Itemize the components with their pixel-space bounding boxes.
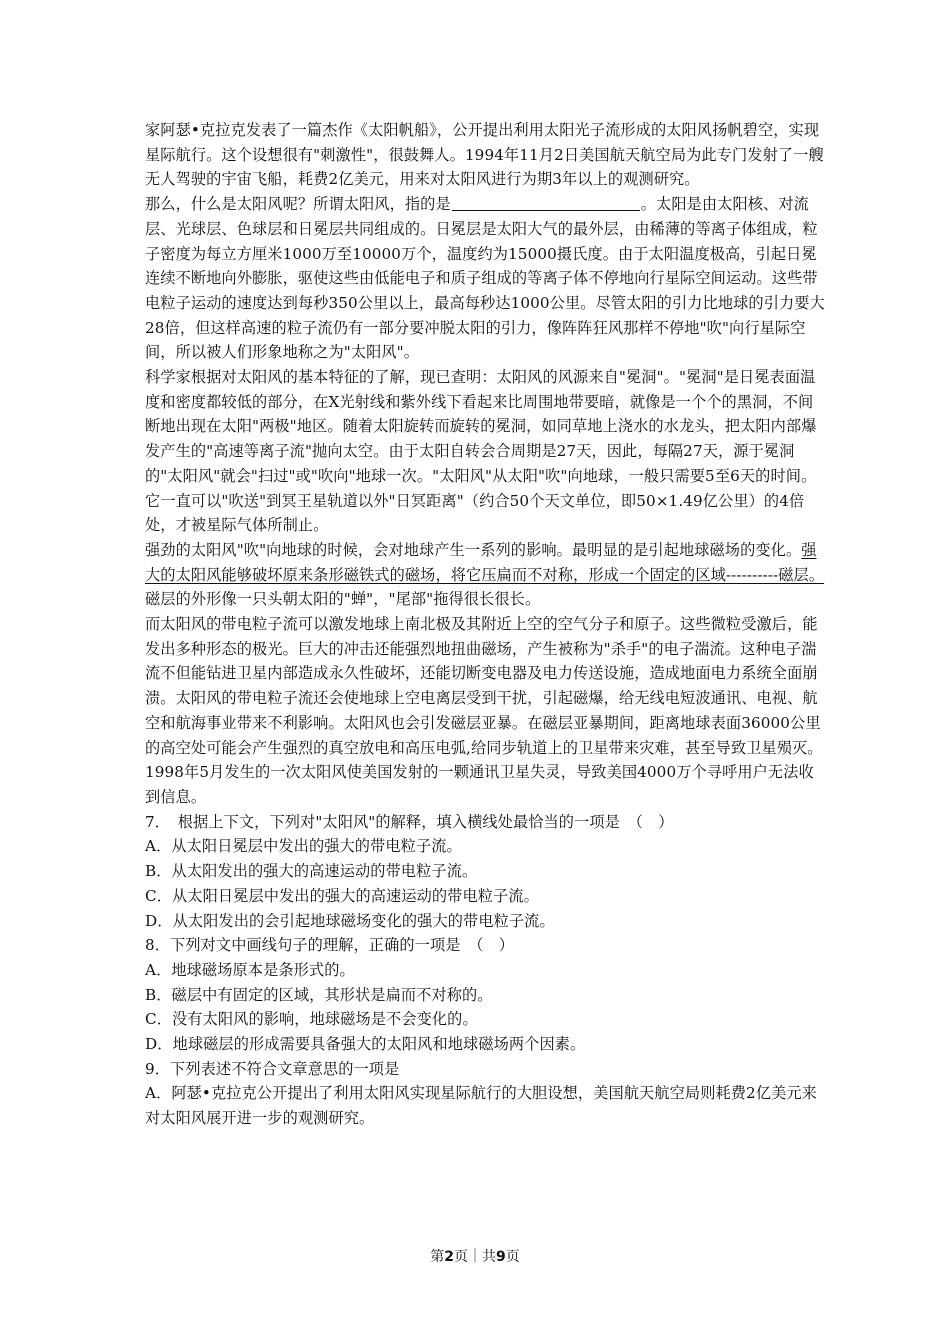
paragraph-4 (145, 538, 825, 612)
question-8-stem: 8．下列对文中画线句子的理解，正确的一项是 （ ） (145, 936, 515, 955)
document-body (145, 118, 825, 1131)
question-7-option-a: A．从太阳日冕层中发出的强大的带电粒子流。 (145, 837, 462, 856)
paragraph-1: 家阿瑟•克拉克发表了一篇杰作《太阳帆船》，公开提出利用太阳光子流形成的太阳风扬帆碧空，实现星际航行。这个设想很有"刺激性"，很鼓舞人。1994年11月2日美国航天航空局为此专门发射了一艘无人驾驶的宇宙飞船，耗费2亿美元，用来对太阳风进行为期3年以上的观测研究。 (145, 121, 824, 189)
paragraph-4-after: 磁层的外形像一只头朝太阳的"蝉"，"尾部"拖得很长很长。 (145, 590, 541, 609)
paragraph-3: 科学家根据对太阳风的基本特征的了解，现已查明：太阳风的风源来自"冕洞"。"冕洞"是日冕表面温度和密度都较低的部分，在X光射线和紫外线下看起来比周围地带要暗，就像是一个个的黑洞，不间断地出现在太阳"两极"地区。随着太阳旋转而旋转的冕洞，如同草地上浇水的水龙头，把太阳内部爆发产生的"高速等离子流"抛向太空。由于太阳自转会合周期是27天，因此，每隔27天，源于冕洞的"太阳风"就会"扫过"或"吹向"地球一次。"太阳风"从太阳"吹"向地球，一般只需要5至6天的时间。它一直可以"吹送"到冥王星轨道以外"日冥距离"（约合50个天文单位，即50×1.49亿公里）的4倍处，才被星际气体所制止。 (145, 368, 817, 535)
page-footer (0, 1246, 950, 1266)
question-7-option-c: C．从太阳日冕层中发出的强大的高速运动的带电粒子流。 (145, 886, 539, 905)
question-9-stem: 9．下列表述不符合文章意思的一项是 (145, 1059, 400, 1078)
paragraph-5: 而太阳风的带电粒子流可以激发地球上南北极及其附近上空的空气分子和原子。这些微粒受激后，能发出多种形态的极光。巨大的冲击还能强烈地扭曲磁场，产生被称为"杀手"的电子湍流。这种电子湍流不但能钻进卫星内部造成永久性破坏，还能切断变电器及电力传送设施，造成地面电力系统全面崩溃。太阳风的带电粒子流还会使地球上空电离层受到干扰，引起磁爆，给无线电短波通讯、电视、航空和航海事业带来不利影响。太阳风也会引发磁层亚暴。在磁层亚暴期间，距离地球表面36000公里的高空处可能会产生强烈的真空放电和高压电弧,给同步轨道上的卫星带来灾难，甚至导致卫星殒灭。1998年5月发生的一次太阳风使美国发射的一颗通讯卫星失灵，导致美国4000万个寻呼用户无法收到信息。 (145, 615, 823, 806)
question-8-option-a: A．地球磁场原本是条形式的。 (145, 960, 355, 979)
paragraph-2-after: 。太阳是由太阳核、对流层、光球层、色球层和日冕层共同组成的。日冕层是太阳大气的最外层，由稀薄的等离子体组成，粒子密度为每立方厘米1000万至10000万个，温度约为15000摄氏度。由于太阳温度极高，引起日冕连续不断地向外膨胀，驱使这些由低能电子和质子组成的等离子体不停地向行星际空间运动。这些带电粒子运动的速度达到每秒350公里以上，最高每秒达1000公里。尽管太阳的引力比地球的引力要大28倍，但这样高速的粒子流仍有一部分要冲脱太阳的引力，像阵阵狂风那样不停地"吹"向行星际空间，所以被人们形象地称之为"太阳风"。 (145, 195, 825, 362)
question-8-option-d: D．地球磁层的形成需要具备强大的太阳风和地球磁场两个因素。 (145, 1035, 586, 1054)
question-9-option-a: A．阿瑟•克拉克公开提出了利用太阳风实现星际航行的大胆设想，美国航天航空局则耗费2亿美元来对太阳风展开进一步的观测研究。 (145, 1084, 817, 1128)
question-7-stem: 7． 根据上下文，下列对"太阳风"的解释，填入横线处最恰当的一项是 （ ） (145, 812, 674, 831)
footer-suffix: 页 (505, 1249, 520, 1265)
question-7-option-b: B．从太阳发出的强大的高速运动的带电粒子流。 (145, 862, 478, 881)
paragraph-2 (145, 192, 825, 365)
question-8-option-b: B．磁层中有固定的区域，其形状是扁而不对称的。 (145, 985, 493, 1004)
footer-page-number: 2 (444, 1249, 454, 1265)
footer-middle: 页｜共 (454, 1249, 496, 1265)
paragraph-2-before: 那么，什么是太阳风呢？所谓太阳风，指的是 (145, 195, 451, 214)
question-7-option-d: D．从太阳发出的会引起地球磁场变化的强大的带电粒子流。 (145, 911, 555, 930)
footer-total-pages: 9 (496, 1249, 506, 1265)
underlined-sentence: 强大的太阳风能够破坏原来条形磁铁式的磁场，将它压扁而不对称，形成一个固定的区域----------磁层。 (145, 540, 825, 584)
paragraph-4-before: 强劲的太阳风"吹"向地球的时候，会对地球产生一系列的影响。最明显的是引起地球磁场的变化。 (145, 540, 802, 559)
question-8-option-c: C．没有太阳风的影响，地球磁场是不会变化的。 (145, 1010, 478, 1029)
fill-in-blank (452, 194, 640, 211)
footer-prefix: 第 (430, 1249, 445, 1265)
